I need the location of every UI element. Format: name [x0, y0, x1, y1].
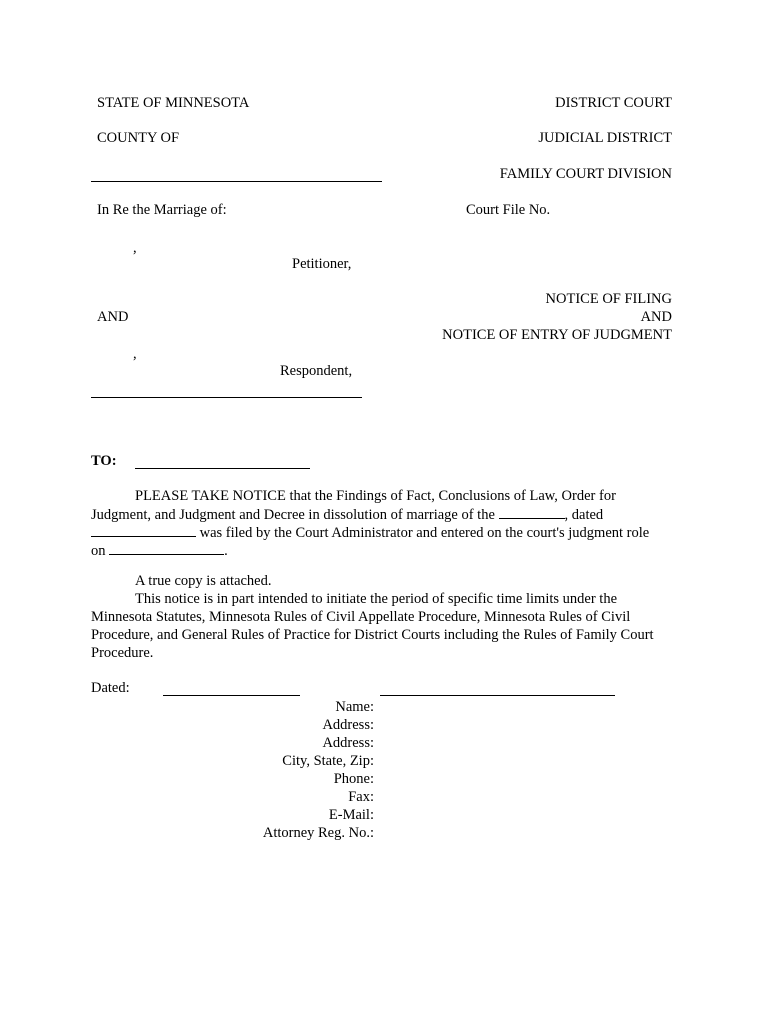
true-copy-line: A true copy is attached.	[135, 573, 272, 589]
caption-bottom-rule	[91, 397, 362, 398]
marriage-of-blank[interactable]	[499, 506, 565, 519]
body-line-4	[91, 542, 228, 560]
dated-blank[interactable]	[91, 524, 196, 537]
city-state-zip-label: City, State, Zip:	[282, 753, 374, 769]
phone-label: Phone:	[333, 771, 374, 787]
entry-date-blank[interactable]	[109, 542, 224, 555]
signature-line[interactable]	[380, 695, 615, 696]
in-re-label: In Re the Marriage of:	[97, 202, 227, 218]
respondent-label: Respondent,	[280, 363, 353, 379]
signature-fields	[263, 698, 374, 842]
state-heading: STATE OF MINNESOTA	[97, 95, 250, 111]
body-line-3	[91, 524, 649, 542]
and-label: AND	[97, 309, 129, 325]
notice-line-1: This notice is in part intended to initiate the period of specific time limits under the	[135, 591, 618, 607]
petitioner-comma: ,	[133, 240, 137, 256]
body-line-2-text: Judgment, and Judgment and Decree in dissolution of marriage of the	[91, 507, 495, 523]
dated-label: , dated	[564, 507, 604, 523]
body-line-2	[91, 506, 603, 524]
title-line-3: NOTICE OF ENTRY OF JUDGMENT	[442, 327, 672, 343]
title-line-2: AND	[640, 309, 672, 325]
notice-line-4: Procedure.	[91, 645, 154, 661]
to-label: TO:	[91, 453, 117, 469]
address-label-1: Address:	[322, 717, 374, 733]
district-label: JUDICIAL DISTRICT	[538, 130, 672, 146]
body-line-1: PLEASE TAKE NOTICE that the Findings of Fact, Conclusions of Law, Order for	[135, 488, 616, 504]
notice-line-2: Minnesota Statutes, Minnesota Rules of Civil Appellate Procedure, Minnesota Rules of Civil	[91, 609, 631, 625]
dated-footer-blank[interactable]	[163, 695, 300, 696]
division-label: FAMILY COURT DIVISION	[499, 166, 672, 182]
county-label: COUNTY OF	[97, 130, 180, 146]
address-label-2: Address:	[322, 735, 374, 751]
petitioner-label: Petitioner,	[292, 256, 352, 272]
title-line-1: NOTICE OF FILING	[545, 291, 672, 307]
fax-label: Fax:	[348, 789, 374, 805]
name-label: Name:	[335, 699, 374, 715]
dated-footer-label: Dated:	[91, 680, 130, 696]
to-blank[interactable]	[135, 468, 310, 469]
body-line-3-text: was filed by the Court Administrator and entered on the court's judgment role	[199, 525, 650, 541]
court-file-label: Court File No.	[466, 202, 551, 218]
period: .	[224, 543, 228, 559]
county-underline	[91, 181, 382, 182]
respondent-comma: ,	[133, 346, 137, 362]
on-label: on	[91, 543, 106, 559]
notice-line-3: Procedure, and General Rules of Practice for District Courts including the Rules of Family Court	[91, 627, 654, 643]
attorney-reg-label: Attorney Reg. No.:	[262, 825, 374, 841]
email-label: E-Mail:	[328, 807, 374, 823]
court-heading: DISTRICT COURT	[555, 95, 672, 111]
